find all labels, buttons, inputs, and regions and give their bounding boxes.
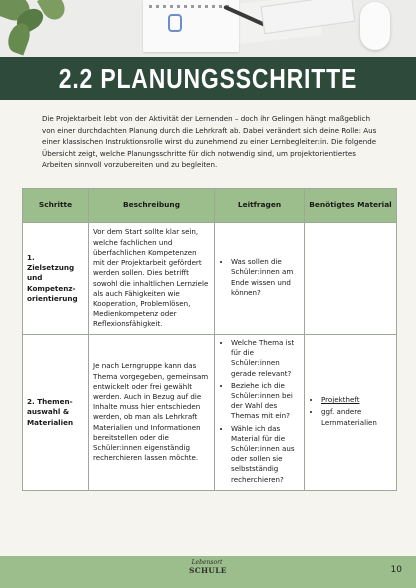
- column-header-steps: Schritte: [23, 189, 89, 223]
- question-item: • Wähle ich das Material für die Schüler:innen aus oder sollen sie selbstständig recherchieren?: [231, 424, 300, 485]
- step-cell: 2. Themen-auswahl & Materialien: [23, 335, 89, 491]
- questions-cell: [215, 223, 305, 335]
- questions-list: [219, 338, 300, 485]
- column-header-materials: Benötigtes Material: [305, 189, 397, 223]
- header-photo: [0, 0, 416, 57]
- table-row: [23, 223, 397, 335]
- question-item: • Beziehe ich die Schüler:innen bei der Wahl des Themas mit ein?: [231, 381, 300, 422]
- notebook-spiral: [149, 5, 233, 8]
- description-cell: Je nach Lerngruppe kann das Thema vorgegeben, gemeinsam entwickelt oder frei gewählt werden. Auch in Bezug auf die Inhalte muss hier entschieden werden, ob man als Lehrkraft Materialien und Informationen bereitstellen oder die Schüler:innen eigenständig recherchieren lassen möchte.: [89, 335, 215, 491]
- binder-clip-icon: [168, 14, 182, 32]
- intro-paragraph: Die Projektarbeit lebt von der Aktivität der Lernenden – doch ihr Gelingen hängt maßgeblich von einer durchdachten Planung durch die Lehrkraft ab. Dabei verändert sich deine Rolle: Aus einer klassischen Instruktionsrolle wirst du zunehmend zu einer Lernbegleiter:in. Die folgende Übersicht zeigt, welche Planungsschritte für dich notwendig sind, um projektorientiertes Arbeiten sinnvoll vorzubereiten und zu begleiten.: [42, 114, 377, 170]
- table-header-row: [23, 189, 397, 223]
- question-item: • Welche Thema ist für die Schüler:innen gerade relevant?: [231, 338, 300, 379]
- projektheft-link[interactable]: Projektheft: [321, 395, 360, 405]
- page-number: 10: [390, 565, 402, 575]
- material-item: • ggf. andere Lernmaterialien: [321, 407, 392, 427]
- questions-list: [219, 257, 300, 298]
- logo-main-text: SCHULE: [189, 566, 227, 575]
- planning-table: [22, 188, 397, 491]
- materials-cell: [305, 223, 397, 335]
- computer-mouse: [360, 2, 390, 50]
- question-item: • Was sollen die Schüler:innen am Ende wissen und können?: [231, 257, 300, 298]
- step-cell: 1. Zielsetzung und Kompetenz-orientierung: [23, 223, 89, 335]
- questions-cell: [215, 335, 305, 491]
- table-row: [23, 335, 397, 491]
- lebensort-schule-logo: [189, 559, 225, 585]
- page-title: 2.2 PLANUNGSSCHRITTE: [58, 62, 358, 94]
- materials-list: [309, 395, 392, 428]
- logo-top-text: Lebensort: [191, 559, 223, 566]
- column-header-description: Beschreibung: [89, 189, 215, 223]
- description-cell: Vor dem Start sollte klar sein, welche fachlichen und überfachlichen Kompetenzen mit der Projektarbeit gefördert werden sollen. Dies betrifft sowohl die inhaltlichen Lernziele als auch Fähigkeiten wie Kooperation, Problemlösen, Medienkompetenz oder Reflexionsfähigkeit.: [89, 223, 215, 335]
- title-bar: [0, 57, 416, 100]
- column-header-questions: Leitfragen: [215, 189, 305, 223]
- material-item-projektheft[interactable]: [321, 395, 392, 405]
- footer-bar: [0, 556, 416, 588]
- materials-cell: [305, 335, 397, 491]
